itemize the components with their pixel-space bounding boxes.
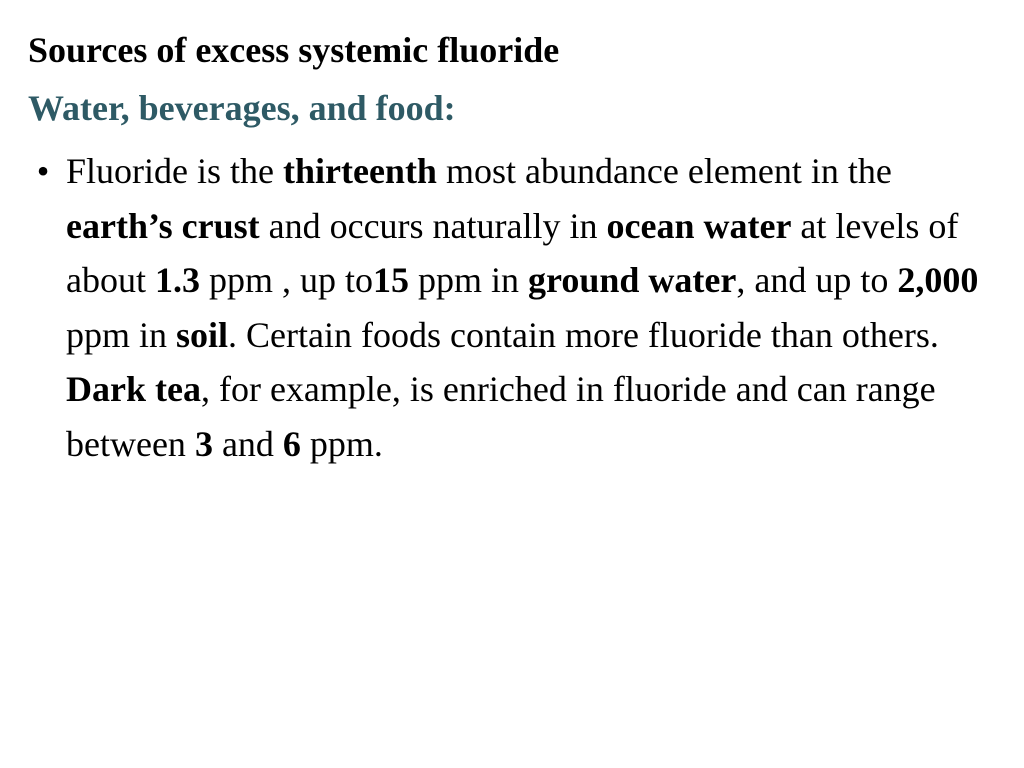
- text-run: Fluoride is the: [66, 151, 283, 191]
- text-run: ppm.: [300, 423, 383, 464]
- bullet-icon: •: [36, 151, 50, 191]
- bold-term: 3: [194, 423, 213, 464]
- text-run: most abundance element in the: [436, 151, 892, 191]
- bold-term: earth’s crust: [66, 205, 260, 246]
- bold-term: Dark tea: [66, 369, 201, 409]
- text-run: at levels of about: [66, 205, 959, 300]
- bullet-list: [28, 144, 984, 471]
- bullet-text: [66, 151, 978, 464]
- bold-term: 6: [282, 423, 301, 464]
- bold-term: 1.3: [154, 260, 200, 300]
- bold-term: ground water: [528, 260, 737, 300]
- bold-term: soil: [176, 314, 229, 355]
- bold-term: 2,000: [897, 260, 979, 300]
- bold-term: 15: [373, 260, 409, 300]
- slide-subtitle: Water, beverages, and food:: [28, 88, 456, 128]
- bold-term: ocean water: [606, 205, 792, 246]
- slide-title: Sources of excess systemic fluoride: [28, 30, 560, 70]
- text-run: , and up to: [736, 260, 898, 300]
- text-run: ppm in: [66, 314, 177, 355]
- text-run: . Certain foods contain more fluoride than others.: [228, 314, 939, 355]
- text-run: ppm , up to: [199, 260, 373, 300]
- bold-term: thirteenth: [282, 151, 437, 191]
- text-run: ppm in: [409, 260, 529, 300]
- bullet-item: [28, 144, 986, 471]
- text-run: and occurs naturally in: [259, 205, 607, 246]
- text-run: and: [212, 423, 283, 464]
- text-run: , for example, is enriched in fluoride and can range between: [66, 369, 936, 464]
